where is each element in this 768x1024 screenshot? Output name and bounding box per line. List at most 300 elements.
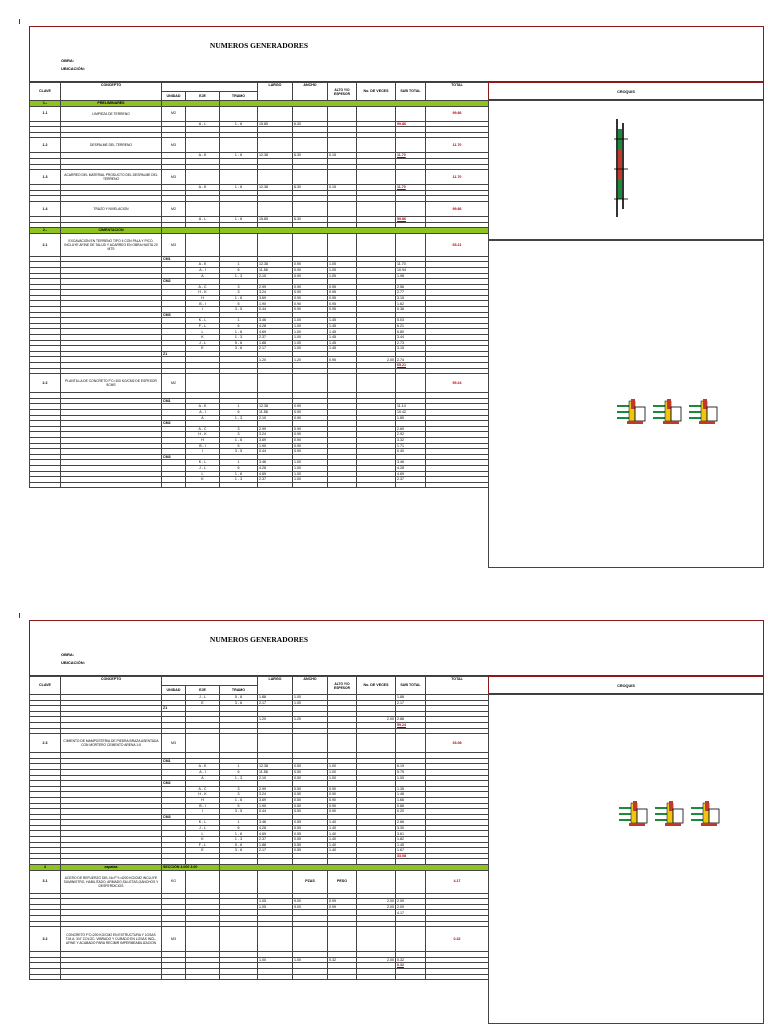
cell-ancho: 0.50	[293, 769, 328, 775]
cell-largo: 1.88	[258, 842, 293, 848]
cell-subtotal: 2.37	[396, 477, 426, 483]
cell-ancho: 0.50	[293, 775, 328, 781]
cell-largo: 2.10	[258, 415, 293, 421]
cell-subtotal: 1.67	[396, 848, 426, 854]
cell-tramo: 3	[220, 426, 258, 432]
cell-subtotal: 2.56	[396, 284, 426, 290]
cell-eje: A - L	[186, 216, 220, 222]
table-cell	[258, 870, 293, 893]
cell-eje: J - L	[186, 340, 220, 346]
cell-veces: 2.00	[357, 357, 396, 363]
cell-largo: 15.85	[258, 121, 293, 127]
cell-ancho: 1.00	[293, 465, 328, 471]
table-cell	[396, 734, 426, 753]
item-clave: 2.2	[30, 374, 61, 393]
cell-alto: 0.95	[328, 284, 357, 290]
cell-eje: K - L	[186, 460, 220, 466]
cell-tramo: 1 - 6	[220, 437, 258, 443]
table-cell	[328, 974, 357, 980]
header-subtotal: SUB TOTAL	[396, 677, 426, 695]
cell-ancho: 6.30	[293, 185, 328, 191]
table-cell	[186, 170, 220, 185]
cell-tramo: 3 - 5	[220, 307, 258, 313]
header-unidad: UNIDAD	[162, 92, 186, 101]
item-unidad: M3	[162, 233, 186, 256]
cell-alto: 1.00	[328, 769, 357, 775]
cell-alto: 1.45	[328, 329, 357, 335]
table-cell	[186, 374, 220, 393]
cell-largo: 2.37	[258, 335, 293, 341]
cell-ancho: 1.00	[293, 477, 328, 483]
item-row	[30, 233, 489, 256]
item-concepto: CONCRETO F'C=200 KG/CM2 EN ESTRUCTURA Y LOSAS T.M.A. 3/4" COLOC. VIBRADO Y CURADO EN LOSAS INCL. AFINE Y ACABADO PARA RECIBIR IMPERMEABILIZACION	[61, 927, 162, 952]
item-concepto: DESPALME DEL TERRENO	[61, 138, 162, 153]
item-alto	[328, 201, 357, 216]
cell-eje: A - K	[186, 404, 220, 410]
cell-tramo: 6	[220, 825, 258, 831]
cell-tramo: 3	[220, 792, 258, 798]
cell-subtotal: 1.98	[396, 273, 426, 279]
cell-alto: 1.40	[328, 831, 357, 837]
cell-largo: 0.44	[258, 307, 293, 313]
section-clave: 3	[30, 865, 61, 871]
croquis-panel-cimentacion	[488, 240, 764, 568]
cell-subtotal: 5.79	[396, 769, 426, 775]
cell-tramo: 1 - 6	[220, 329, 258, 335]
section-clave: 1.-	[30, 101, 61, 107]
cell-tramo: 3	[220, 432, 258, 438]
cell-largo: 2.99	[258, 426, 293, 432]
table-cell	[258, 734, 293, 753]
header-veces: No. DE VECES	[357, 83, 396, 101]
cell-largo: 2.99	[258, 284, 293, 290]
cell-eje: A - K	[186, 764, 220, 770]
table-cell	[396, 870, 426, 893]
cell-ancho: 0.55	[293, 842, 328, 848]
cell-subtotal: 3.44	[396, 335, 426, 341]
cell-largo: 2.17	[258, 700, 293, 706]
table-cell	[220, 974, 258, 980]
cell-eje: E	[186, 700, 220, 706]
cell-tramo: 1 - 6	[220, 216, 258, 222]
cell-subtotal: 1.05	[396, 775, 426, 781]
cell-subtotal: 6.21	[396, 323, 426, 329]
cell-group: CM3	[162, 312, 186, 318]
section-name: zapatas	[61, 865, 162, 871]
item-total: 11.70	[426, 138, 489, 153]
cell-group: CM2	[162, 421, 186, 427]
cell-group: Z1	[162, 706, 186, 712]
cell-eje: A - K	[186, 153, 220, 159]
cell-subtotal: 2.74	[396, 357, 426, 363]
cell-ancho: 0.90	[293, 404, 328, 410]
cell-eje: I	[186, 449, 220, 455]
cell-largo: 1.90	[258, 301, 293, 307]
item-ancho	[293, 927, 328, 952]
item-total: 4.17	[426, 870, 489, 893]
cell-subtotal: 11.70	[396, 185, 426, 191]
cell-ancho: 0.90	[293, 262, 328, 268]
cell-alto: 0.95	[328, 295, 357, 301]
item-row	[30, 870, 489, 893]
cell-tramo: 3 - 6	[220, 848, 258, 854]
section-name: CIMENTACION	[61, 228, 162, 234]
header-alto: ALTO Y/O ESPESOR	[328, 83, 357, 101]
table-header-row	[30, 83, 489, 92]
table-cell	[357, 374, 396, 393]
cell-subtotal: 0.40	[396, 449, 426, 455]
cell-subtotal: 59.24	[396, 722, 426, 728]
header-blank	[162, 677, 258, 686]
item-clave: 1.2	[30, 138, 61, 153]
cell-alto: 1.40	[328, 837, 357, 843]
cell-eje: J - L	[186, 695, 220, 701]
item-alto	[328, 374, 357, 393]
table-cell	[396, 482, 426, 488]
cell-subtotal: 2.69	[396, 426, 426, 432]
cell-ancho: 1.00	[293, 460, 328, 466]
header-clave: CLAVE	[30, 83, 61, 101]
cell-largo: 1.05	[258, 904, 293, 910]
cell-alto: 0.95	[328, 357, 357, 363]
cell-tramo: 1	[220, 404, 258, 410]
item-unidad: M3	[162, 138, 186, 153]
cell-veces: 2.00	[357, 904, 396, 910]
cell-tramo: 1 - 6	[220, 295, 258, 301]
cell-ancho: 0.90	[293, 307, 328, 313]
cell-subtotal: 99.86	[396, 216, 426, 222]
table-cell	[396, 374, 426, 393]
item-concepto: ACERO DE REFUERZO DEL No F'Y=4200 KG/CM2 INCLUYE SUMINISTRO, HABILITADO, ARMADO,SILLETAS,GANCHOS Y DESPERDICIOS	[61, 870, 162, 893]
table-cell	[220, 233, 258, 256]
cell-largo: 12.38	[258, 185, 293, 191]
cell-subtotal: 10.94	[396, 267, 426, 273]
cell-subtotal: 2.09	[396, 904, 426, 910]
cell-subtotal: 1.35	[396, 786, 426, 792]
cell-alto: 1.05	[328, 273, 357, 279]
cell-ancho: 1.00	[293, 700, 328, 706]
cell-ancho: 6.30	[293, 121, 328, 127]
table-cell	[357, 170, 396, 185]
cell-ancho: 0.90	[293, 432, 328, 438]
cell-largo: 1.00	[258, 957, 293, 963]
cell-largo: 4.69	[258, 471, 293, 477]
cell-ancho: 1.00	[293, 329, 328, 335]
cell-subtotal: 11.70	[396, 153, 426, 159]
item-clave: 1.1	[30, 106, 61, 121]
cell-ancho: 0.55	[293, 837, 328, 843]
cell-subtotal: 3.15	[396, 346, 426, 352]
item-clave: 3.2	[30, 927, 61, 952]
cell-ancho: 6.30	[293, 216, 328, 222]
cell-tramo: 1	[220, 764, 258, 770]
cell-eje: A - I	[186, 769, 220, 775]
cell-eje: A - C	[186, 426, 220, 432]
croquis-header	[488, 676, 764, 694]
table-cell	[162, 482, 186, 488]
table-cell	[357, 482, 396, 488]
cell-eje: K	[186, 837, 220, 843]
item-ancho	[293, 106, 328, 121]
table-cell	[357, 138, 396, 153]
cell-eje: H	[186, 295, 220, 301]
table-cell	[357, 927, 396, 952]
cell-tramo: 1 - 3	[220, 415, 258, 421]
cell-ancho: 0.90	[293, 449, 328, 455]
item-clave: 2.1	[30, 233, 61, 256]
cell-subtotal: 5.03	[396, 318, 426, 324]
cell-tramo: 5 - 6	[220, 340, 258, 346]
cell-eje: K	[186, 477, 220, 483]
cell-eje: H	[186, 437, 220, 443]
table-header-row	[30, 677, 489, 686]
cell-tramo: 1 - 6	[220, 797, 258, 803]
table-cell	[220, 374, 258, 393]
table-cell	[357, 870, 396, 893]
cell-subtotal: 0.32	[396, 963, 426, 969]
cell-eje: B - I	[186, 443, 220, 449]
cell-largo: 4.28	[258, 465, 293, 471]
cell-tramo: 3	[220, 786, 258, 792]
cell-alto: 1.45	[328, 340, 357, 346]
cell-largo: 1.90	[258, 803, 293, 809]
cell-group: CM2	[162, 781, 186, 787]
cell-ancho: 0.90	[293, 415, 328, 421]
cell-subtotal: 11.70	[396, 262, 426, 268]
cell-subtotal: 2.73	[396, 340, 426, 346]
cell-ancho: 1.00	[293, 335, 328, 341]
cell-ancho: 0.50	[293, 792, 328, 798]
header-blank	[162, 83, 258, 92]
cell-ancho: 1.20	[293, 717, 328, 723]
item-total: 99.86	[426, 106, 489, 121]
cell-subtotal: 2.17	[396, 700, 426, 706]
cell-tramo: 5 - 6	[220, 695, 258, 701]
cell-eje: A	[186, 273, 220, 279]
croquis-panel-preliminares	[488, 100, 764, 240]
cell-ancho: 0.90	[293, 426, 328, 432]
cell-largo: 3.46	[258, 820, 293, 826]
cell-largo: 1.05	[258, 899, 293, 905]
cell-eje: J - L	[186, 825, 220, 831]
item-row	[30, 138, 489, 153]
item-concepto: CIMIENTO DE MAMPOSTERIA DE PIEDRA BRAZA ASENTADA CON MORTERO CEMENTO ARENA 1:5	[61, 734, 162, 753]
table-cell	[357, 974, 396, 980]
cell-tramo: 1 - 3	[220, 273, 258, 279]
cell-alto: 0.95	[328, 301, 357, 307]
cell-subtotal: 4.69	[396, 471, 426, 477]
cell-ancho: 0.90	[293, 409, 328, 415]
header-concepto: CONCEPTO	[61, 677, 162, 695]
cell-largo: 15.85	[258, 216, 293, 222]
item-alto	[328, 734, 357, 753]
cell-subtotal: 0.20	[396, 809, 426, 815]
item-concepto: PLANTILLA DE CONCRETO F'C=100 KG/CM2 DE ESPESOR 5CMS	[61, 374, 162, 393]
cell-tramo: 1	[220, 318, 258, 324]
cell-ancho: 0.55	[293, 848, 328, 854]
table-cell	[426, 482, 489, 488]
cell-tramo: 1 - 3	[220, 335, 258, 341]
cell-tramo: 3 - 5	[220, 449, 258, 455]
table-cell	[396, 974, 426, 980]
item-unidad: M3	[162, 734, 186, 753]
generator-table	[29, 82, 489, 488]
cell-alto: 1.45	[328, 323, 357, 329]
sheet-title: NUMEROS GENERADORES	[209, 635, 309, 644]
cell-alto: 1.40	[328, 825, 357, 831]
section-extra: SECCIÓN 3.000 3.00	[162, 865, 220, 871]
cell-alto: 0.90	[328, 792, 357, 798]
cell-eje: A - K	[186, 262, 220, 268]
cell-ancho: 0.90	[293, 443, 328, 449]
item-total: 0.32	[426, 927, 489, 952]
cell-tramo: 3	[220, 284, 258, 290]
cell-ancho: 1.00	[293, 323, 328, 329]
cell-largo: 0.44	[258, 809, 293, 815]
item-row	[30, 170, 489, 185]
cell-ancho: 0.50	[293, 809, 328, 815]
sheet-title: NUMEROS GENERADORES	[209, 41, 309, 50]
cell-eje: K - L	[186, 820, 220, 826]
cell-subtotal: 2.66	[396, 820, 426, 826]
cell-largo: 2.99	[258, 786, 293, 792]
table-cell	[328, 482, 357, 488]
cell-ancho: 0.50	[293, 803, 328, 809]
cell-largo: 11.58	[258, 267, 293, 273]
cell-largo: 11.58	[258, 409, 293, 415]
cell-largo: 12.38	[258, 764, 293, 770]
item-total: 11.70	[426, 170, 489, 185]
cell-subtotal: 3.15	[396, 295, 426, 301]
cell-tramo: 6	[220, 465, 258, 471]
item-row	[30, 201, 489, 216]
item-ancho	[293, 138, 328, 153]
cell-largo: 3.24	[258, 792, 293, 798]
footing-section-drawing	[615, 399, 721, 425]
cell-ancho: 0.55	[293, 825, 328, 831]
item-clave: 2.3	[30, 734, 61, 753]
cell-eje: L	[186, 329, 220, 335]
cell-eje: B - I	[186, 803, 220, 809]
table-cell	[258, 138, 293, 153]
cell-alto: 0.95	[328, 290, 357, 296]
cell-largo: 3.46	[258, 318, 293, 324]
table-cell	[396, 201, 426, 216]
cell-subtotal: 3.61	[396, 831, 426, 837]
cell-group: CM2	[162, 279, 186, 285]
header-largo: LARGO	[258, 677, 293, 695]
cell-tramo: 1 - 6	[220, 121, 258, 127]
item-ancho	[293, 170, 328, 185]
cell-group: Z1	[162, 351, 186, 357]
header-clave: CLAVE	[30, 677, 61, 695]
header-eje: EJE	[186, 92, 220, 101]
ubicacion-label: UBICACIÓN:	[61, 660, 85, 665]
cell-subtotal: 3.30	[396, 825, 426, 831]
cell-largo: 12.38	[258, 153, 293, 159]
item-ancho	[293, 734, 328, 753]
item-unidad: M3	[162, 927, 186, 952]
table-cell	[357, 201, 396, 216]
item-concepto: ACARREO DEL MATERIAL PRODUCTO DEL DESPALME DEL TERRENO	[61, 170, 162, 185]
cell-largo: 2.37	[258, 477, 293, 483]
cell-largo: 1.20	[258, 357, 293, 363]
item-alto	[328, 106, 357, 121]
table-cell	[258, 927, 293, 952]
cell-veces: 2.00	[357, 717, 396, 723]
blank-row	[30, 482, 489, 488]
cell-ancho: 1.00	[293, 471, 328, 477]
cell-tramo: 1	[220, 820, 258, 826]
item-alto: PESO	[328, 870, 357, 893]
blank-row	[30, 974, 489, 980]
header-tramo: TRAMO	[220, 686, 258, 695]
item-row	[30, 106, 489, 121]
croquis-label: CROQUIS	[617, 90, 635, 94]
table-cell	[357, 734, 396, 753]
obra-label: OBRA:	[61, 652, 75, 657]
table-cell	[258, 201, 293, 216]
cell-eje: I	[186, 307, 220, 313]
table-cell	[396, 106, 426, 121]
cell-largo: 2.37	[258, 837, 293, 843]
table-cell	[162, 974, 186, 980]
cell-alto: 0.99	[328, 904, 357, 910]
table-cell	[220, 734, 258, 753]
cell-alto: 0.32	[328, 957, 357, 963]
cell-tramo: 1 - 6	[220, 831, 258, 837]
table-cell	[293, 482, 328, 488]
item-alto	[328, 233, 357, 256]
cell-largo: 1.88	[258, 340, 293, 346]
table-cell	[258, 974, 293, 980]
item-ancho	[293, 374, 328, 393]
table-cell	[396, 170, 426, 185]
cell-subtotal: 2.88	[396, 717, 426, 723]
item-unidad: M2	[162, 374, 186, 393]
table-cell	[61, 974, 162, 980]
cell-largo: 1.90	[258, 443, 293, 449]
cell-subtotal: 1.46	[396, 792, 426, 798]
ubicacion-label: UBICACIÓN:	[61, 66, 85, 71]
table-cell	[258, 106, 293, 121]
cell-ancho: 0.90	[293, 273, 328, 279]
cell-eje: A - I	[186, 267, 220, 273]
cell-tramo: 5	[220, 443, 258, 449]
corner-mark	[19, 613, 20, 618]
cell-tramo: 3	[220, 290, 258, 296]
cell-eje: K - L	[186, 318, 220, 324]
cell-ancho: 1.00	[293, 346, 328, 352]
cell-subtotal: 1.66	[396, 797, 426, 803]
cell-ancho: 0.90	[293, 295, 328, 301]
cell-ancho: 0.55	[293, 820, 328, 826]
cell-alto: 1.40	[328, 820, 357, 826]
header-alto: ALTO Y/O ESPESOR	[328, 677, 357, 695]
item-alto	[328, 138, 357, 153]
table-cell	[396, 927, 426, 952]
cell-eje: F - L	[186, 842, 220, 848]
cell-eje: A	[186, 415, 220, 421]
table-cell	[396, 138, 426, 153]
item-ancho: PZAS	[293, 870, 328, 893]
item-concepto: LIMPIEZA DE TERRENO	[61, 106, 162, 121]
cell-subtotal: 3.32	[396, 437, 426, 443]
table-cell	[186, 482, 220, 488]
cell-largo: 11.58	[258, 769, 293, 775]
cell-largo: 2.10	[258, 273, 293, 279]
table-cell	[186, 138, 220, 153]
